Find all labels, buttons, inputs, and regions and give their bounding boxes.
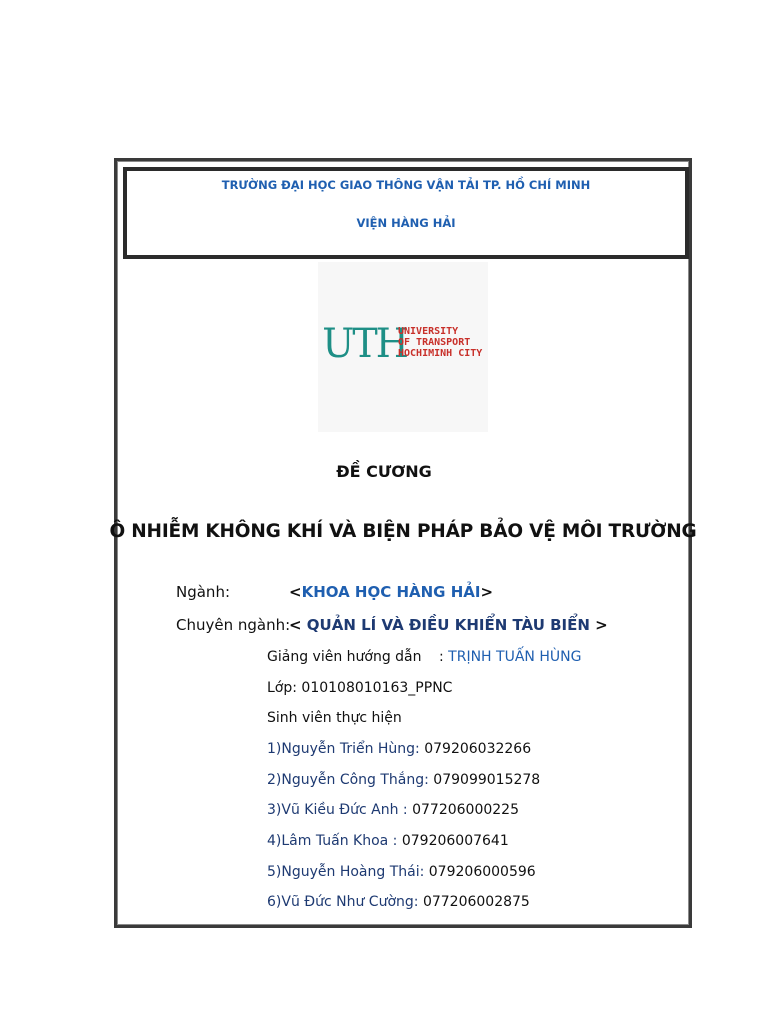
specialization-open: < [289,616,302,634]
student-id: 077206000225 [407,802,519,818]
student-name: 6)Vũ Đức Như Cường: [267,894,419,910]
student-name: 5)Nguyễn Hoàng Thái: [267,864,425,880]
student-item [267,864,536,880]
student-id: 079206000596 [424,864,536,880]
specialization-close: > [595,616,608,634]
doc-label: ĐỀ CƯƠNG [336,462,432,481]
student-item [267,741,531,757]
student-id: 079099015278 [428,772,541,788]
university-name: TRƯỜNG ĐẠI HỌC GIAO THÔNG VẬN TẢI TP. HỒ CHÍ MINH [221,178,591,192]
student-name: 4)Lâm Tuấn Khoa : [267,833,398,849]
advisor-sep: : [439,649,444,665]
logo-line-1: UNIVERSITY [398,326,459,337]
advisor-name: TRỊNH TUẤN HÙNG [448,649,582,665]
specialization-label: Chuyên ngành: [176,616,291,634]
major-open: < [289,583,302,601]
student-item [267,802,519,818]
logo-line-3: HOCHIMINH CITY [398,348,483,359]
specialization-value [289,616,608,634]
uth-logo [318,262,488,432]
advisor-row [267,649,582,665]
student-id: 079206007641 [397,833,509,849]
major-label: Ngành: [176,583,231,601]
institute-name: VIỆN HÀNG HẢI [356,216,456,230]
student-id: 079206032266 [419,741,532,757]
advisor-value [439,649,581,665]
major-value [289,583,493,601]
doc-title: Ô NHIỄM KHÔNG KHÍ VÀ BIỆN PHÁP BẢO VỆ MÔI TRƯỜNG [109,521,697,542]
student-name: 1)Nguyễn Triển Hùng: [267,741,420,757]
logo-mark: UTH [322,321,408,367]
student-item [267,833,509,849]
major-close: > [480,583,494,601]
student-item [267,772,540,788]
students-label: Sinh viên thực hiện [267,710,402,726]
advisor-label: Giảng viên hướng dẫn [267,649,422,665]
major-text: KHOA HỌC HÀNG HẢI [301,583,481,601]
student-name: 3)Vũ Kiều Đức Anh : [267,802,408,818]
specialization-text: QUẢN LÍ VÀ ĐIỀU KHIỂN TÀU BIỂN [301,616,596,634]
class-line: Lớp: 010108010163_PPNC [267,680,453,696]
logo-line-2: OF TRANSPORT [398,337,471,348]
student-item [267,894,530,910]
student-name: 2)Nguyễn Công Thắng: [267,772,429,788]
logo-text [398,326,482,359]
student-id: 077206002875 [418,894,530,910]
header-box [123,167,689,259]
